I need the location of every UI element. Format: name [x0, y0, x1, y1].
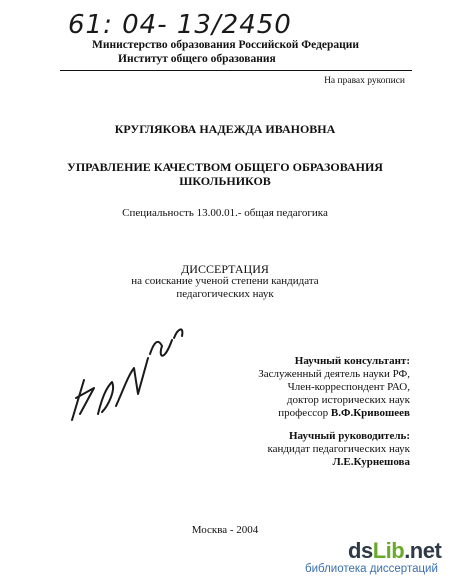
ministry-title: Министерство образования Российской Федерации: [92, 39, 360, 51]
thesis-title-line-1: УПРАВЛЕНИЕ КАЧЕСТВОМ ОБЩЕГО ОБРАЗОВАНИЯ: [67, 160, 383, 174]
consultant-name: В.Ф.Кривошеев: [330, 407, 410, 419]
specialty: Специальность 13.00.01.- общая педагогика: [122, 207, 328, 219]
consultant-label: Научный консультант:: [294, 355, 410, 367]
manuscript-rights: На правах рукописи: [324, 76, 405, 86]
dissertation-line-1: на соискание ученой степени кандидата: [131, 275, 319, 287]
city-year: Москва - 2004: [191, 524, 259, 536]
logo-ds: ds: [348, 538, 373, 563]
thesis-title-line-2: ШКОЛЬНИКОВ: [179, 174, 271, 188]
logo-net: .net: [404, 538, 442, 563]
institute-title: Институт общего образования: [118, 53, 276, 65]
consultant-line-2: Член-корреспондент РАО,: [287, 381, 410, 393]
logo-lib: Lib: [372, 538, 405, 563]
consultant-title: профессор: [278, 407, 329, 419]
author-name: КРУГЛЯКОВА НАДЕЖДА ИВАНОВНА: [114, 122, 336, 136]
supervisor-line-1: кандидат педагогических наук: [267, 443, 410, 455]
handwritten-signature: [54, 318, 194, 428]
dslib-logo: [348, 538, 441, 564]
supervisor-label: Научный руководитель:: [289, 430, 410, 442]
dissertation-line-2: педагогических наук: [176, 288, 274, 300]
consultant-line-3: доктор исторических наук: [286, 394, 410, 406]
consultant-line-1: Заслуженный деятель науки РФ,: [258, 368, 410, 380]
supervisor-name: Л.Е.Курнешова: [332, 456, 410, 468]
dissertation-heading: ДИССЕРТАЦИЯ: [181, 262, 269, 276]
header-divider: [60, 70, 412, 71]
consultant-line-4: [278, 407, 410, 419]
watermark-tagline: библиотека диссертаций: [305, 563, 438, 575]
archive-number: 61: 04- 13/2450: [68, 10, 292, 40]
